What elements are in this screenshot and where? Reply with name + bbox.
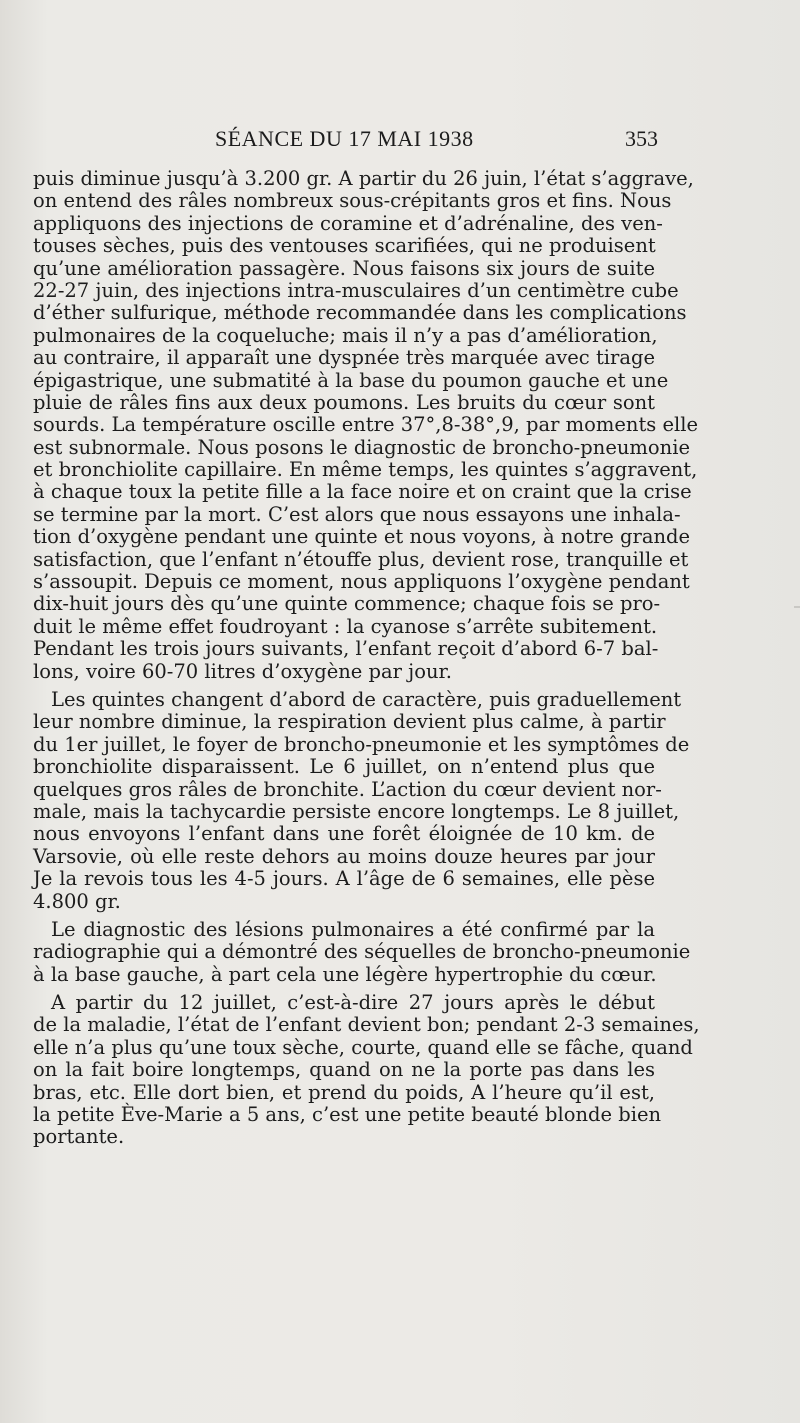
page-header [33,126,658,156]
text-line: d’éther sulfurique, méthode recommandée dans les complications [33,301,687,325]
page-number: 353 [625,126,658,151]
text-line: du 1er juillet, le foyer de broncho-pneumonie et les symptômes de [33,732,690,756]
text-line: Pendant les trois jours suivants, l’enfant reçoit d’abord 6-7 bal- [33,637,659,661]
text-line: elle n’a plus qu’une toux sèche, courte, quand elle se fâche, quand [33,1035,693,1059]
text-line: satisfaction, que l’enfant n’étouffe plus, devient rose, tranquille et [33,547,689,571]
text-line: se termine par la mort. C’est alors que nous essayons une inhala- [33,502,681,526]
text-line: portante. [33,1125,125,1149]
text-line: tion d’oxygène pendant une quinte et nous voyons, à notre grande [33,525,691,549]
text-line: lons, voire 60-70 litres d’oxygène par jour. [33,659,452,683]
text-line: puis diminue jusqu’à 3.200 gr. A partir du 26 juin, l’état s’aggrave, [33,167,694,190]
text-line: épigastrique, une submatité à la base du poumon gauche et une [33,368,669,392]
text-line: Varsovie, où elle reste dehors au moins douze heures par jour [33,844,655,868]
text-line: pluie de râles fins aux deux poumons. Les bruits du cœur sont [33,390,655,414]
text-line: Le diagnostic des lésions pulmonaires a été confirmé par la [51,917,655,941]
text-line: bronchiolite disparaissent. Le 6 juillet, on n’entend plus que [33,755,655,779]
text-line: à chaque toux la petite fille a la face noire et on craint que la crise [33,480,692,504]
text-line: la petite Ève-Marie a 5 ans, c’est une petite beauté blonde bien [33,1103,662,1127]
text-line: s’assoupit. Depuis ce moment, nous appliquons l’oxygène pendant [33,570,690,594]
paragraph [33,917,691,986]
text-line: Je la revois tous les 4-5 jours. A l’âge de 6 semaines, elle pèse [33,867,655,891]
text-line: bras, etc. Elle dort bien, et prend du poids, A l’heure qu’il est, [33,1080,655,1104]
paragraph [33,687,690,913]
page-edge-mark [794,606,800,608]
text-line: qu’une amélioration passagère. Nous faisons six jours de suite [33,256,655,280]
text-line: on la fait boire longtemps, quand on ne la porte pas dans les [33,1058,655,1082]
text-line: touses sèches, puis des ventouses scarifiées, qui ne produisent [33,234,656,258]
text-line: à la base gauche, à part cela une légère hypertrophie du cœur. [33,962,657,986]
text-line: male, mais la tachycardie persiste encore longtemps. Le 8 juillet, [33,799,680,823]
text-line: est subnormale. Nous posons le diagnostic de broncho-pneumonie [33,435,690,459]
text-line: au contraire, il apparaît une dyspnée très marquée avec tirage [33,346,655,370]
text-line: pulmonaires de la coqueluche; mais il n’y a pas d’amélioration, [33,323,658,347]
paragraph [33,991,700,1149]
text-line: radiographie qui a démontré des séquelles de broncho-pneumonie [33,940,691,964]
body-text [33,167,700,1149]
text-line: nous envoyons l’enfant dans une forêt éloignée de 10 km. de [33,822,655,846]
text-line: Les quintes changent d’abord de caractère, puis graduellement [51,687,682,711]
text-line: de la maladie, l’état de l’enfant devient bon; pendant 2-3 semaines, [33,1013,700,1037]
text-line: leur nombre diminue, la respiration devient plus calme, à partir [33,710,666,734]
text-line: sourds. La température oscille entre 37°,8-38°,9, par moments elle [33,413,699,437]
text-line: dix-huit jours dès qu’une quinte commence; chaque fois se pro- [33,592,661,616]
text-line: duit le même effet foudroyant : la cyanose s’arrête subitement. [33,614,658,638]
text-line: 22-27 juin, des injections intra-musculaires d’un centimètre cube [33,278,679,302]
text-line: et bronchiolite capillaire. En même temps, les quintes s’aggravent, [33,458,698,482]
text-line: appliquons des injections de coramine et d’adrénaline, des ven- [33,211,663,235]
text-line: 4.800 gr. [33,889,121,913]
text-line: quelques gros râles de bronchite. L’action du cœur devient nor- [33,777,662,801]
paragraph [33,167,699,683]
text-line: A partir du 12 juillet, c’est-à-dire 27 jours après le début [51,991,655,1015]
text-line: on entend des râles nombreux sous-crépitants gros et fins. Nous [33,189,672,213]
running-title: SÉANCE DU 17 MAI 1938 [215,126,474,151]
